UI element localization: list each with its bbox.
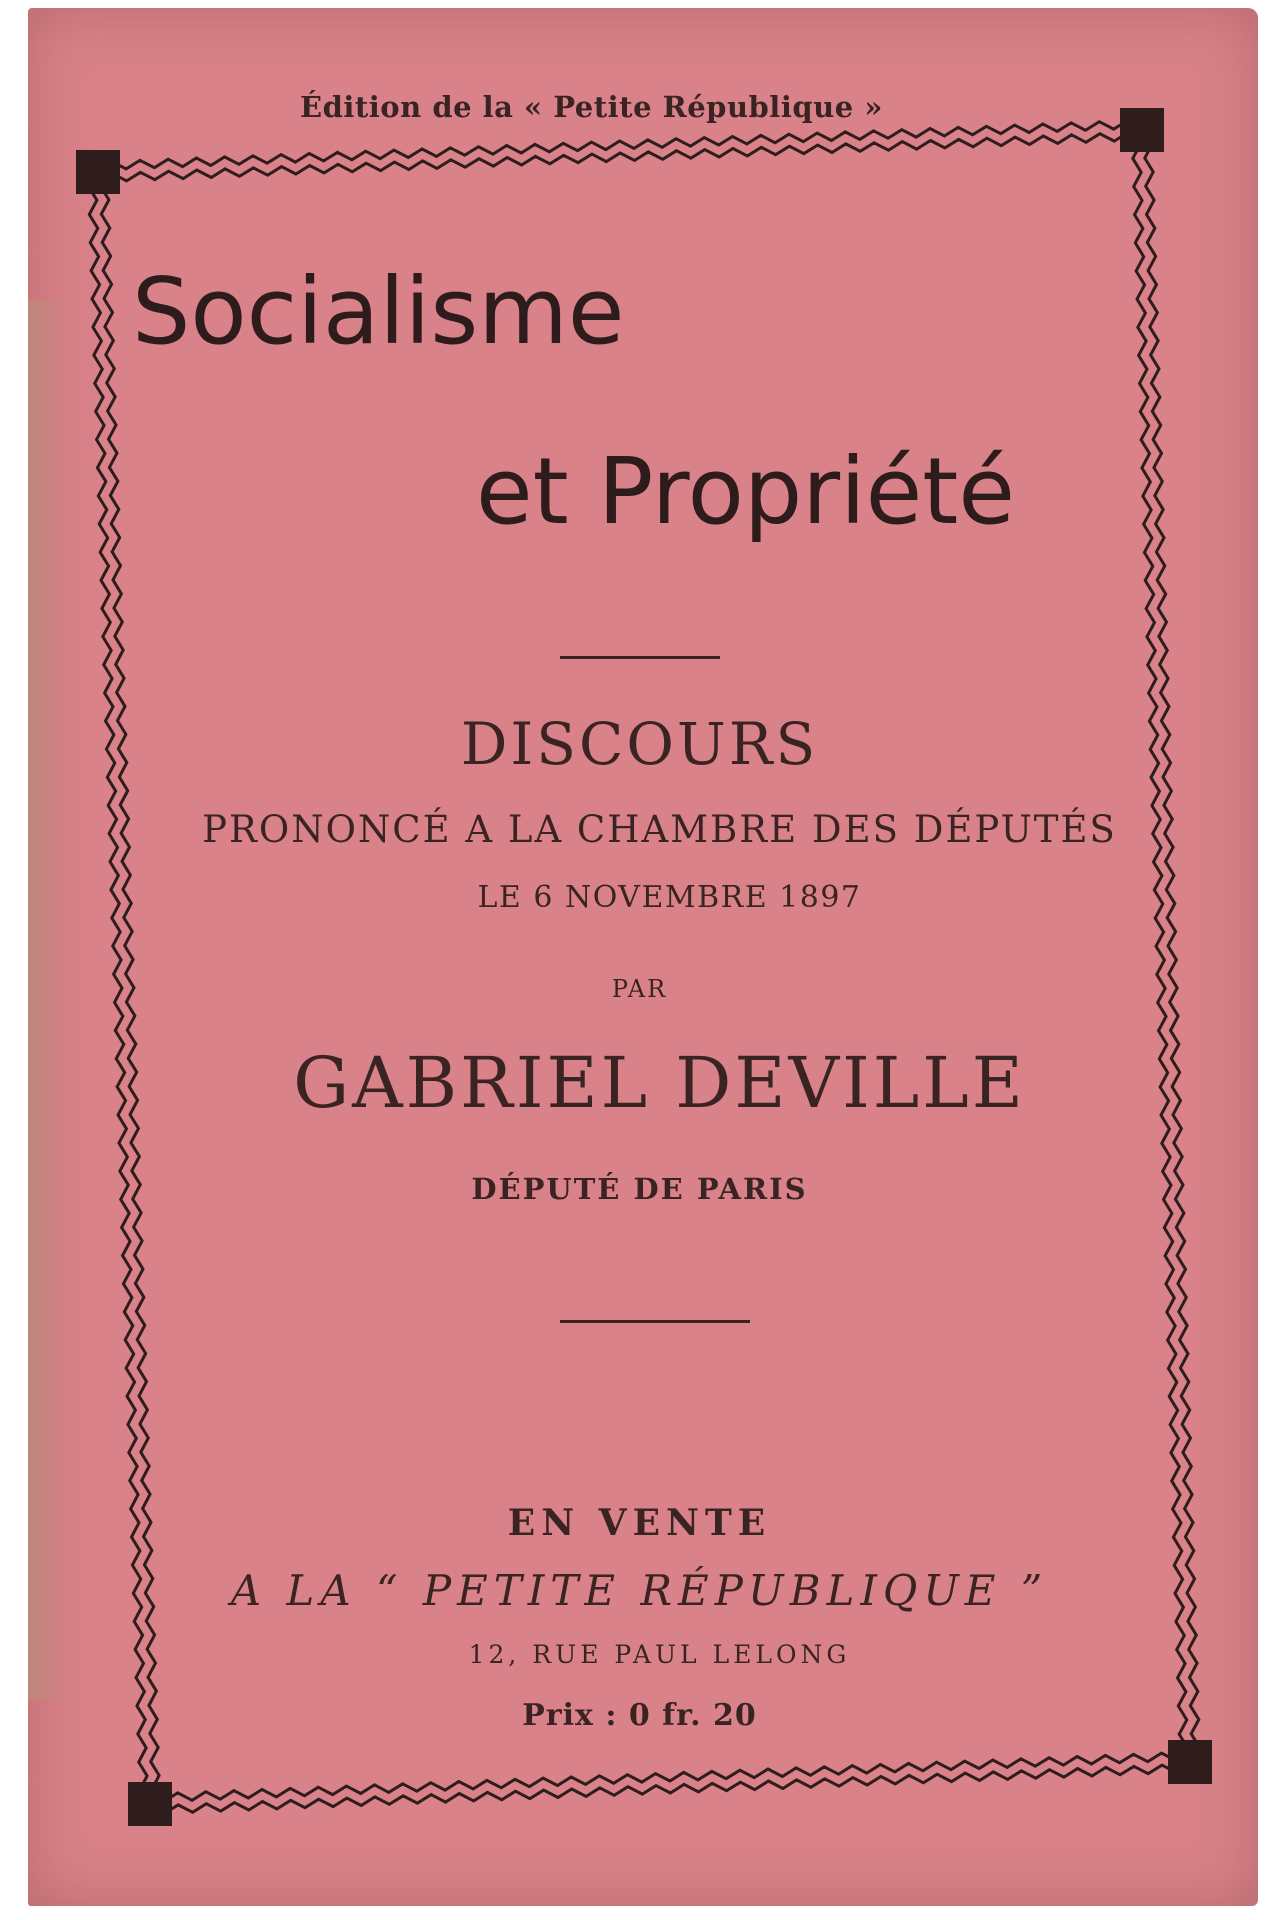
title-line-1: Socialisme bbox=[132, 258, 625, 365]
border-corner-top-right bbox=[1120, 108, 1164, 152]
vendor-name: A LA “ PETITE RÉPUBLIQUE ” bbox=[230, 1566, 1049, 1615]
speech-date: LE 6 NOVEMBRE 1897 bbox=[477, 880, 862, 915]
title-line-2: et Propriété bbox=[476, 438, 1015, 545]
author-name: GABRIEL DEVILLE bbox=[293, 1042, 1026, 1124]
border-corner-top-left bbox=[76, 150, 120, 194]
border-corner-bottom-left bbox=[128, 1782, 172, 1826]
discours-heading: DISCOURS bbox=[460, 710, 819, 778]
divider-top bbox=[560, 656, 720, 659]
author-title: DÉPUTÉ DE PARIS bbox=[471, 1172, 808, 1206]
price-label: Prix : 0 fr. 20 bbox=[522, 1698, 757, 1733]
vendor-address: 12, RUE PAUL LELONG bbox=[468, 1640, 851, 1669]
prononce-line: PRONONCÉ A LA CHAMBRE DES DÉPUTÉS bbox=[202, 808, 1117, 851]
border-corner-bottom-right bbox=[1168, 1740, 1212, 1784]
edition-line: Édition de la « Petite République » bbox=[300, 90, 883, 124]
divider-bottom bbox=[560, 1320, 750, 1323]
en-vente-label: EN VENTE bbox=[507, 1502, 772, 1544]
par-label: PAR bbox=[611, 975, 668, 1003]
